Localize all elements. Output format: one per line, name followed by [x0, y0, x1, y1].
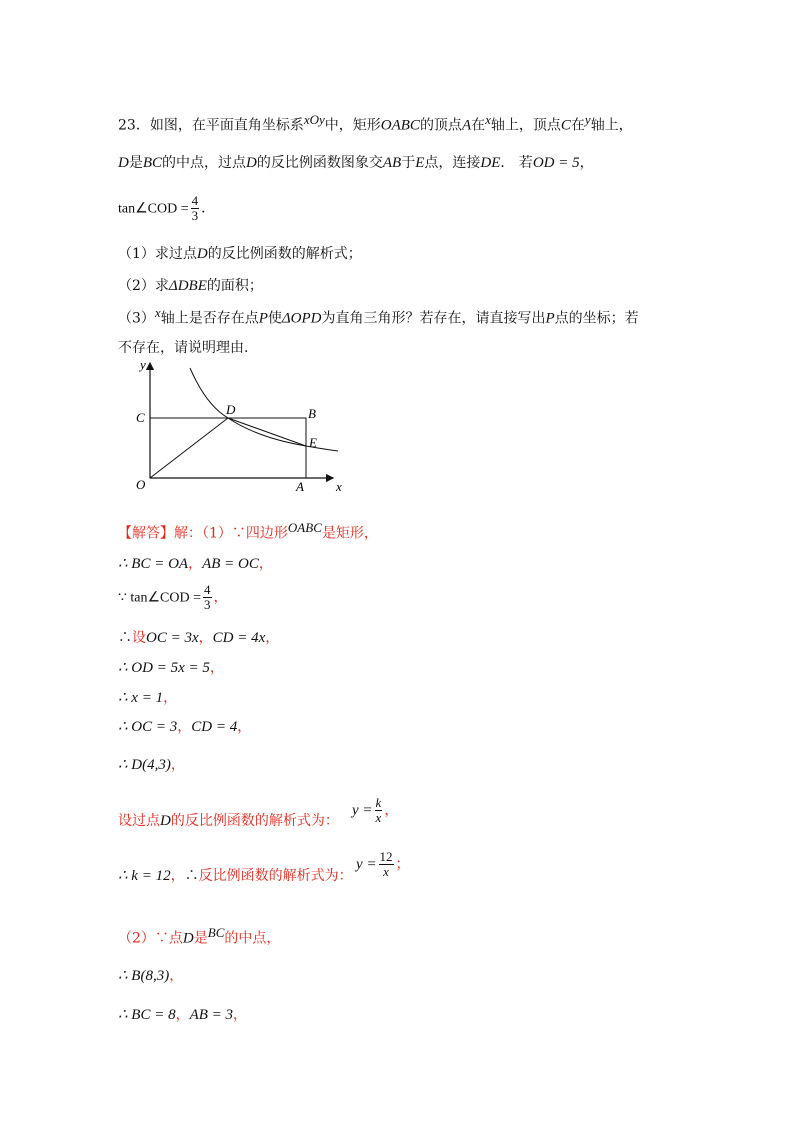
math-d: D — [246, 155, 257, 171]
text: ， — [170, 757, 185, 773]
figure — [128, 355, 350, 495]
math: ∴ k = 12 — [118, 868, 171, 884]
text: ； — [395, 856, 410, 873]
solution-line-13 — [118, 1004, 247, 1024]
math-dbe: ΔDBE — [168, 278, 207, 294]
text: 的反比例函数的解析式为： — [170, 813, 339, 829]
text: ， — [579, 155, 594, 171]
text: ， — [198, 630, 213, 646]
text: 设 — [132, 630, 146, 646]
solution-line-12 — [118, 965, 183, 985]
text: （2）求 — [118, 278, 169, 294]
solution-line-8 — [118, 754, 185, 774]
formula-y-12-over-x — [356, 850, 410, 879]
math-a: A — [461, 117, 472, 134]
numerator: k — [375, 795, 382, 810]
math-de: DE — [480, 155, 501, 171]
text: ， — [265, 630, 280, 646]
text: 是 — [128, 155, 143, 171]
label-d: D — [226, 402, 236, 417]
segment-de — [228, 418, 306, 446]
math: ∵ tan∠COD = — [118, 590, 202, 606]
math: ∴ BC = 8 — [118, 1007, 176, 1023]
math-d: D — [182, 930, 194, 947]
text: ， — [175, 1007, 190, 1023]
math: AB = OC — [202, 556, 259, 572]
problem-line-2 — [118, 152, 594, 172]
label-y: y — [140, 357, 146, 372]
text: （2）∵点 — [118, 930, 183, 947]
text: 是 — [193, 930, 208, 947]
text: 的反比例函数的解析式； — [207, 246, 362, 262]
math-x: x — [485, 112, 491, 127]
solution-line-10 — [118, 865, 353, 885]
math: ∴ BC = OA — [118, 556, 189, 572]
text: （3） — [118, 310, 155, 327]
text: ． — [201, 200, 216, 217]
label-b: B — [308, 406, 316, 421]
text: 的面积； — [206, 278, 263, 294]
text: ， — [163, 690, 178, 706]
text: ， — [233, 1007, 248, 1023]
math-oabc: OABC — [380, 117, 420, 134]
math: ∴ OC = 3 — [118, 719, 178, 735]
text: 为直角三角形？若存在，请直接写出 — [321, 310, 546, 327]
solution-line-5 — [118, 657, 224, 677]
fraction — [375, 796, 383, 825]
label-c: C — [136, 410, 145, 425]
math-bc: BC — [207, 925, 225, 940]
math-bc: BC — [142, 155, 163, 171]
text: （1）求过点 — [118, 246, 197, 262]
problem-line-3 — [118, 194, 215, 223]
solution-line-6 — [118, 687, 177, 707]
solution-line-9 — [118, 810, 339, 830]
math: ∴ OD = 5x = 5 — [118, 660, 210, 676]
problem-line-1 — [118, 112, 633, 135]
math-x: x — [154, 305, 161, 320]
fraction — [191, 194, 200, 223]
label-o: O — [136, 477, 146, 492]
solution-line-11 — [118, 925, 280, 948]
text: ， — [177, 719, 192, 735]
text: 在 — [570, 117, 585, 134]
text: 使 — [267, 310, 282, 327]
text: ． 若 — [500, 155, 533, 171]
text: 点，连接 — [424, 155, 481, 171]
solution-line-7 — [118, 716, 251, 736]
math-od: OD = 5 — [532, 155, 580, 171]
text: 轴上，顶点 — [490, 117, 561, 134]
label-x: x — [336, 479, 342, 494]
math-d: D — [160, 813, 171, 829]
text: 于 — [401, 155, 416, 171]
text: 的中点，过点 — [162, 155, 247, 171]
denominator: x — [383, 864, 389, 879]
text: ， — [213, 589, 228, 606]
question-1 — [118, 243, 362, 263]
text: 点的坐标；若 — [554, 310, 639, 327]
solution-line-3 — [118, 583, 228, 612]
text: ， — [169, 968, 184, 984]
text: 23．如图，在平面直角坐标系 — [118, 117, 304, 134]
denominator: 3 — [204, 597, 211, 612]
rectangle-oabc — [150, 418, 306, 478]
solution-tag: 【解答】 — [118, 525, 174, 542]
math: y = — [352, 802, 373, 819]
math-ab: AB — [382, 155, 402, 171]
text: ∴ — [118, 630, 132, 646]
text: ， — [170, 868, 185, 884]
math-p: P — [258, 310, 268, 327]
text: 轴上， — [590, 117, 633, 134]
text: 的反比例函数图象交 — [256, 155, 383, 171]
text: 在 — [471, 117, 486, 134]
fraction — [203, 583, 212, 612]
math-xoy: xOy — [303, 112, 325, 127]
question-2 — [118, 275, 263, 295]
numerator: 4 — [204, 582, 211, 597]
denominator: 3 — [191, 208, 199, 223]
numerator: 4 — [191, 193, 199, 208]
math: ∴ D(4,3) — [118, 757, 171, 773]
text: ， — [384, 802, 399, 819]
text: 的顶点 — [419, 117, 462, 134]
text: ， — [188, 556, 203, 572]
text: ， — [258, 556, 273, 572]
math-c: C — [560, 117, 571, 134]
text: ， — [237, 719, 252, 735]
text: 中，矩形 — [324, 117, 381, 134]
fraction — [379, 850, 394, 879]
math-tan: tan∠COD = — [118, 201, 189, 217]
text: 的中点， — [224, 930, 281, 947]
question-3-cont — [118, 337, 248, 357]
solution-line-4 — [118, 627, 279, 647]
text: 解：（1）∵四边形 — [174, 525, 288, 542]
math-e: E — [415, 155, 425, 171]
math-p: P — [545, 310, 555, 327]
math: CD = 4 — [191, 719, 238, 735]
text: 设过点 — [118, 813, 160, 829]
math-d: D — [118, 155, 129, 171]
question-3 — [118, 305, 639, 328]
label-e: E — [309, 435, 317, 450]
text: 不存在，请说明理由. — [118, 340, 249, 356]
solution-line-1 — [118, 520, 378, 543]
text: ∴ — [184, 868, 199, 884]
math: OC = 3x — [146, 630, 199, 646]
label-a: A — [296, 479, 304, 494]
math: CD = 4x — [212, 630, 266, 646]
math-opd: ΔOPD — [281, 310, 322, 327]
text: 是矩形， — [321, 525, 378, 542]
math-d: D — [196, 246, 208, 262]
math: ∴ x = 1 — [118, 690, 164, 706]
segment-od — [150, 418, 228, 478]
text: 反比例函数的解析式为： — [198, 868, 353, 884]
math: ∴ B(8,3) — [118, 968, 170, 984]
denominator: x — [375, 810, 382, 825]
math-y: y — [584, 112, 591, 127]
numerator: 12 — [379, 849, 393, 864]
math: y = — [356, 856, 377, 873]
math-oabc: OABC — [287, 520, 322, 535]
text: 轴上是否存在点 — [160, 310, 259, 327]
formula-y-k-over-x — [352, 796, 398, 825]
text: ， — [209, 660, 224, 676]
solution-line-2 — [118, 553, 273, 573]
math: AB = 3 — [189, 1007, 234, 1023]
